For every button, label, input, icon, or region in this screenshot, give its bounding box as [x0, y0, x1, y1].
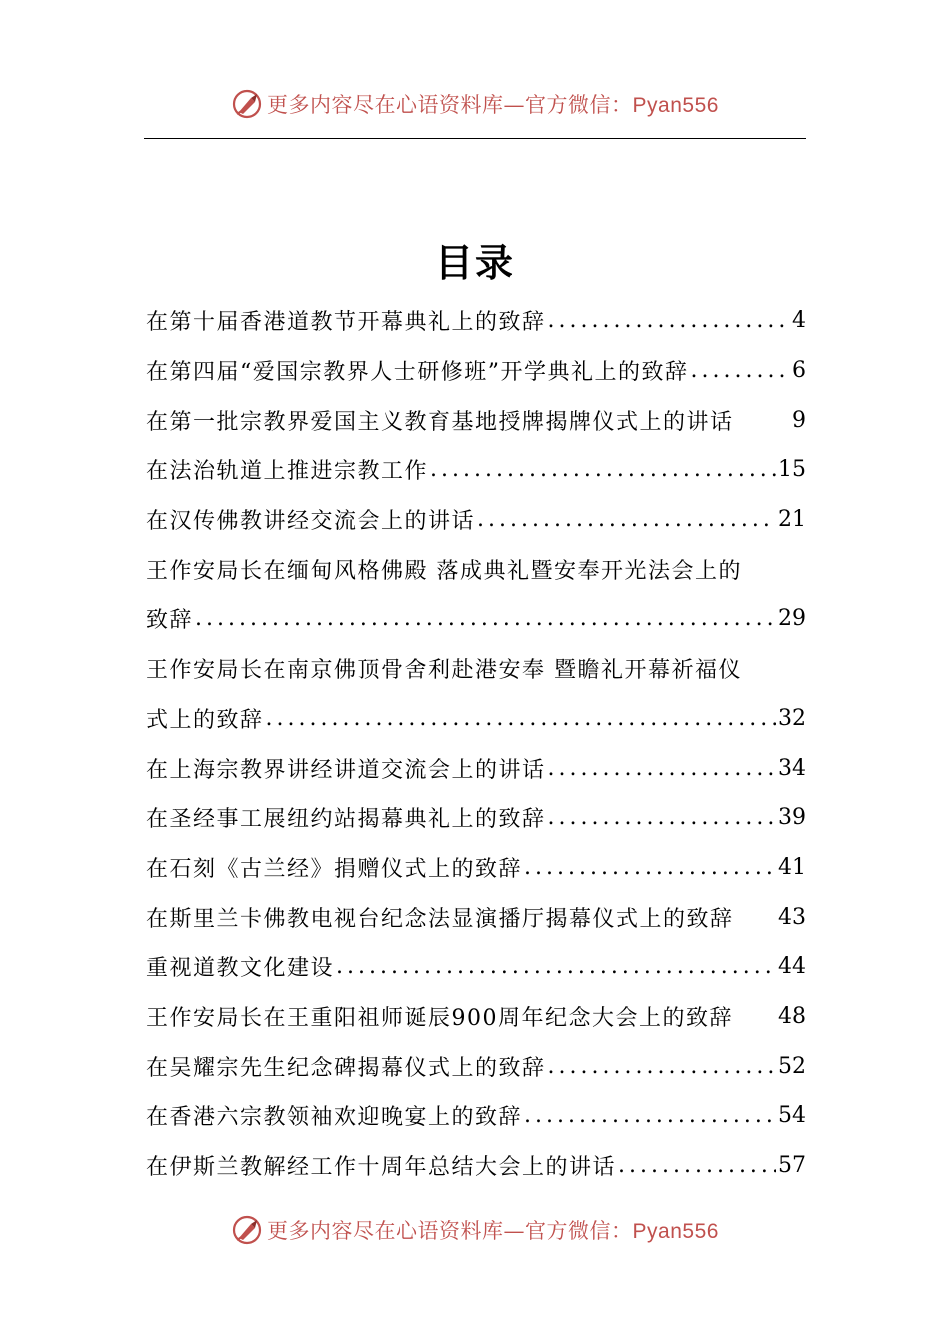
toc-entry[interactable]	[146, 1091, 806, 1141]
toc-entry-page: 44	[778, 954, 806, 980]
footer-banner-label: 更多内容尽在心语资料库—官方微信：	[267, 1219, 633, 1243]
toc-entry-title: 在吴耀宗先生纪念碑揭幕仪式上的致辞	[146, 1055, 546, 1081]
toc-entry-page: 41	[778, 854, 806, 880]
toc-entry-page: 52	[778, 1053, 806, 1079]
toc-entry-title: 在圣经事工展纽约站揭幕典礼上的致辞	[146, 807, 546, 833]
toc-entry[interactable]	[146, 346, 806, 396]
toc-entry[interactable]	[146, 644, 806, 694]
toc-entry-title: 在第四届“爱国宗教界人士研修班”开学典礼上的致辞	[146, 360, 689, 386]
pen-nib-logo-icon	[231, 88, 263, 120]
toc-entry-page: 6	[792, 358, 806, 384]
toc-leader	[618, 1153, 776, 1178]
toc-entry-page: 43	[778, 904, 806, 930]
toc-leader	[430, 457, 776, 482]
toc-entry-page: 34	[778, 755, 806, 781]
toc-entry[interactable]	[146, 793, 806, 843]
toc-leader	[524, 1103, 776, 1128]
toc-leader	[548, 805, 776, 830]
toc-entry-title: 式上的致辞	[146, 707, 264, 733]
toc-leader	[548, 1054, 776, 1079]
toc-leader	[477, 507, 776, 532]
toc-leader	[548, 756, 776, 781]
toc-entry-page: 21	[778, 507, 806, 533]
toc-entry-title: 在法治轨道上推进宗教工作	[146, 459, 429, 485]
toc-entry-title: 在第一批宗教界爱国主义教育基地授牌揭牌仪式上的讲话	[146, 409, 734, 435]
toc-entry[interactable]	[146, 942, 806, 992]
toc-entry-page: 9	[792, 407, 806, 433]
header-rule	[144, 138, 806, 139]
footer-banner-text	[267, 1215, 719, 1245]
toc-entry[interactable]	[146, 892, 806, 942]
toc-entry-title: 重视道教文化建设	[146, 956, 335, 982]
toc-entry-title: 在第十届香港道教节开幕典礼上的致辞	[146, 310, 546, 336]
toc-entry-title: 在斯里兰卡佛教电视台纪念法显演播厅揭幕仪式上的致辞	[146, 906, 734, 932]
header-banner-text	[267, 89, 719, 119]
toc-entry-page: 48	[778, 1003, 806, 1029]
toc-entry[interactable]	[146, 495, 806, 545]
toc-entry[interactable]	[146, 544, 806, 594]
header-banner	[0, 84, 950, 124]
toc-entry-title: 在上海宗教界讲经讲道交流会上的讲话	[146, 757, 546, 783]
toc-entry-page: 39	[778, 805, 806, 831]
toc-entry-title: 在石刻《古兰经》捐赠仪式上的致辞	[146, 856, 523, 882]
toc-entry-title: 王作安局长在南京佛顶骨舍利赴港安奉 暨瞻礼开幕祈福仪	[146, 658, 742, 684]
pen-nib-logo-icon	[231, 1214, 263, 1246]
toc-leader	[691, 358, 791, 383]
toc-entry[interactable]	[146, 1041, 806, 1091]
toc-entry-title: 致辞	[146, 608, 194, 634]
toc-leader	[548, 308, 790, 333]
toc-entry-page: 15	[778, 457, 806, 483]
toc-entry-continued[interactable]	[146, 594, 806, 644]
header-banner-label: 更多内容尽在心语资料库—官方微信：	[267, 93, 633, 117]
toc-entry[interactable]	[146, 296, 806, 346]
header-banner-wechat: Pyan556	[632, 94, 719, 117]
toc-leader	[195, 606, 776, 631]
toc-entry-page: 29	[778, 606, 806, 632]
toc-entry[interactable]	[146, 445, 806, 495]
toc-entry-title: 王作安局长在缅甸风格佛殿 落成典礼暨安奉开光法会上的	[146, 558, 742, 584]
toc-entry[interactable]	[146, 743, 806, 793]
toc-entry-page: 57	[778, 1153, 806, 1179]
toc-entry-page: 4	[792, 308, 806, 334]
footer-banner	[0, 1210, 950, 1250]
toc-entry[interactable]	[146, 395, 806, 445]
toc-leader	[336, 954, 776, 979]
toc-entry-title: 在香港六宗教领袖欢迎晚宴上的致辞	[146, 1105, 523, 1131]
toc-leader	[266, 706, 776, 731]
toc-entry-title: 在汉传佛教讲经交流会上的讲话	[146, 509, 476, 535]
toc-entry-page: 32	[778, 705, 806, 731]
toc-entry-title: 王作安局长在王重阳祖师诞辰900周年纪念大会上的致辞	[146, 1005, 733, 1031]
toc-leader	[524, 855, 776, 880]
table-of-contents	[146, 296, 806, 1190]
page-title: 目录	[434, 240, 515, 285]
toc-entry-page: 54	[778, 1103, 806, 1129]
toc-entry-title: 在伊斯兰教解经工作十周年总结大会上的讲话	[146, 1155, 617, 1181]
toc-entry[interactable]	[146, 843, 806, 893]
toc-entry-continued[interactable]	[146, 694, 806, 744]
toc-entry[interactable]	[146, 992, 806, 1042]
footer-banner-wechat: Pyan556	[632, 1220, 719, 1243]
toc-entry[interactable]	[146, 1141, 806, 1191]
